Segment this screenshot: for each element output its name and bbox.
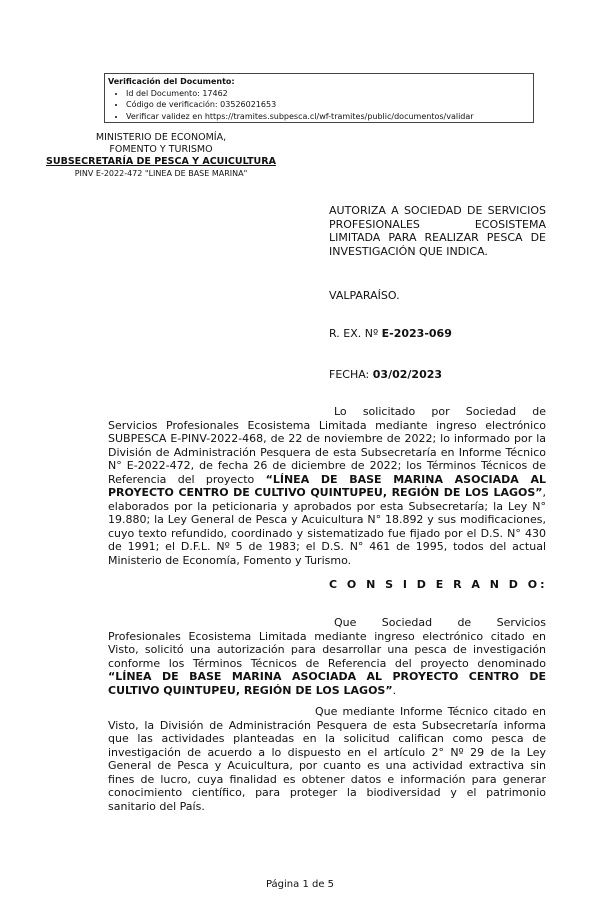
ministry-line-1: MINISTERIO DE ECONOMÍA, [95, 132, 227, 143]
visto-text-1: Lo solicitado por Sociedad de Servicios Profesionales Ecosistema Limitada mediante ingreso electrónico SUBPESCA E-PINV-2022-468, de 22 de noviembre de 2022; lo informado por la División de Administración Pesquera de esta Subsecretaría en Informe Técnico N° E-2022-472, de fecha 26 de diciembre de 2022; los Términos Técnicos de Referencia del proyecto [108, 405, 546, 486]
page-number: Página 1 de 5 [265, 879, 335, 890]
verification-url[interactable]: • Verificar validez en https://tramites.subpesca.cl/wf-tramites/public/documentos/validar [126, 111, 533, 123]
resolution-date [329, 368, 442, 381]
visto-project-name: “LÍNEA DE BASE MARINA ASOCIADA AL PROYECTO CENTRO DE CULTIVO QUINTUPEU, REGIÓN DE LOS LAGOS” [108, 472, 546, 499]
considerando-2-text: Que mediante Informe Técnico citado en Visto, la División de Administración Pesquera de esta Subsecretaría informa que las actividades planteadas en la solicitud califican como pesca de investigación de acuerdo a lo dispuesto en el artículo 2° Nº 29 de la Ley General de Pesca y Acuicultura, por cuanto es una actividad extractiva sin fines de lucro, cuya finalidad es obtener datos e información para generar conocimiento científico, para proteger la biodiversidad y el patrimonio sanitario del País. [108, 705, 546, 813]
considerando-2 [108, 705, 546, 813]
document-reference: PINV E-2022-472 "LINEA DE BASE MARINA" [74, 169, 248, 178]
visto-text-2: , elaborados por la peticionaria y aprobados por esta Subsecretaría; la Ley N° 19.880; la Ley General de Pesca y Acuicultura N° 18.892 y sus modificaciones, cuyo texto refundido, coordinado y sistematizado fue fijado por el D.S. N° 430 de 1991; el D.F.L. Nº 5 de 1983; el D.S. N° 461 de 1995, todos del actual Ministerio de Economía, Fomento y Turismo. [108, 486, 546, 567]
resolution-prefix: R. EX. Nº [329, 327, 382, 340]
resolution-subject: AUTORIZA A SOCIEDAD DE SERVICIOS PROFESIONALES ECOSISTEMA LIMITADA PARA REALIZAR PESCA DE INVESTIGACIÓN QUE INDICA. [329, 204, 546, 258]
ministry-header [40, 132, 282, 180]
visto-paragraph [108, 405, 546, 567]
ministry-line-2: FOMENTO Y TURISMO [109, 144, 213, 155]
date-prefix: FECHA: [329, 368, 373, 381]
considerando-heading: C O N S I D E R A N D O: [329, 578, 548, 591]
verification-list [108, 88, 533, 123]
considerando-1-text-2: . [392, 683, 397, 697]
verification-box [104, 73, 534, 123]
considerando-1-text-1: Que Sociedad de Servicios Profesionales Ecosistema Limitada mediante ingreso electrónico citado en Visto, solicitó una autorización para desarrollar una pesca de investigación conforme los Términos Técnicos de Referencia del proyecto denominado [108, 616, 546, 670]
date-value: 03/02/2023 [372, 368, 443, 381]
verification-code: • Código de verificación: 03526021653 [126, 99, 533, 111]
document-id: • Id del Documento: 17462 [126, 88, 533, 100]
verification-title: Verificación del Documento: [108, 77, 235, 86]
resolution-value: E-2023-069 [381, 327, 452, 340]
resolution-number [329, 327, 452, 340]
considerando-1 [108, 616, 546, 697]
considerando-1-project-name: “LÍNEA DE BASE MARINA ASOCIADA AL PROYECTO CENTRO DE CULTIVO QUINTUPEU, REGIÓN DE LOS LAGOS” [108, 670, 546, 697]
subsecretaria: SUBSECRETARÍA DE PESCA Y ACUICULTURA [46, 156, 276, 167]
place: VALPARAÍSO. [329, 289, 400, 302]
